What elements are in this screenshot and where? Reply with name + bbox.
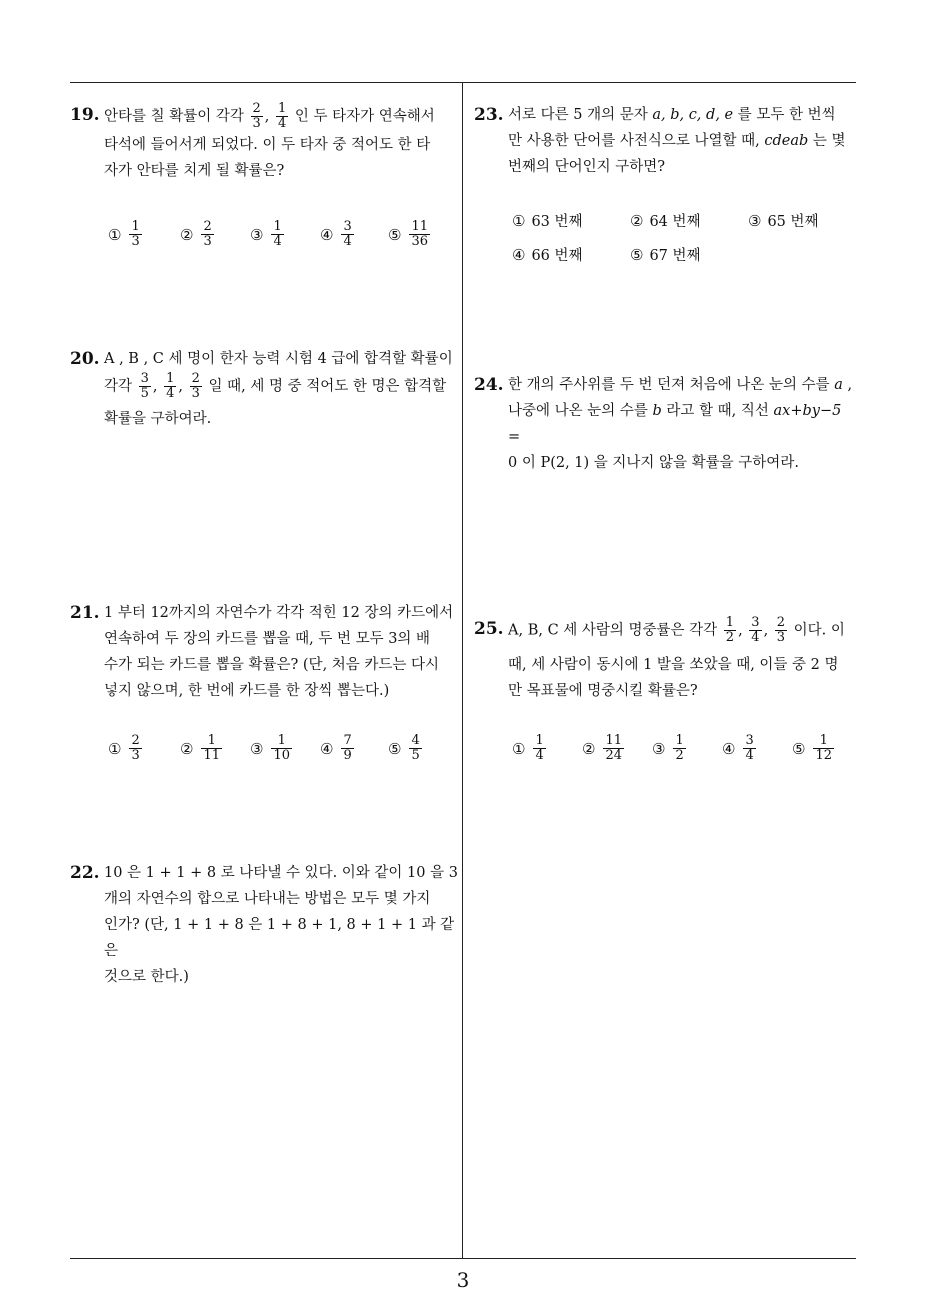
question-text: A , B , C 세 명이 한자 능력 시험 4 급에 합격할 확률이 각각 $\frac{3}{5}$ , $\frac{1}{4}$ , $\frac{2}{3}$ 일 때, 세 명 중 적어도 한 명은 합격할 확률을 구하여라. <box>104 351 453 427</box>
choice-2[interactable]: ② $\frac{2}{3}$ <box>180 219 212 249</box>
choice-2[interactable]: ② 64 번째 <box>630 211 701 230</box>
choice-5[interactable]: ⑤ 67 번째 <box>630 245 701 264</box>
question-number: 19. <box>70 105 100 125</box>
fraction: $\frac{1}{4}$ <box>278 101 287 131</box>
fraction: $\frac{2}{3}$ <box>776 615 786 645</box>
question-text: 10 은 1 + 1 + 8 로 나타낼 수 있다. 이와 같이 10 을 3 개의 자연수의 합으로 나타내는 방법은 모두 몇 가지 인가? (단, 1 + 1 + 8 은 1 + 8 + 1, 8 + 1 + 1 과 같은 것으로 한다.) <box>104 865 458 985</box>
choice-4[interactable]: ④ 66 번째 <box>512 245 583 264</box>
choice-1[interactable]: ① $\frac{1}{4}$ <box>512 733 544 763</box>
question-20 <box>70 346 458 432</box>
choice-1[interactable]: ① 63 번째 <box>512 211 583 230</box>
choice-5[interactable]: ⑤ $\frac{11}{36}$ <box>388 219 428 249</box>
fraction: $\frac{2}{3}$ <box>252 101 261 131</box>
choice-5[interactable]: ⑤ $\frac{4}{5}$ <box>388 733 420 763</box>
question-text: A, B, C 세 사람의 명중률은 각각 $\frac{1}{2}$ , $\frac{3}{4}$ , $\frac{2}{3}$ 이다. 이 때, 세 사람이 동시에 1 발을 쏘았을 때, 이들 중 2 명 만 목표물에 명중시킬 확률은? <box>508 615 845 699</box>
choice-3[interactable]: ③ 65 번째 <box>748 211 819 230</box>
fraction: $\frac{2}{3}$ <box>191 371 200 401</box>
question-number: 21. <box>70 603 100 623</box>
choice-1[interactable]: ① $\frac{2}{3}$ <box>108 733 140 763</box>
fraction: $\frac{1}{4}$ <box>166 371 175 401</box>
question-21 <box>70 600 458 704</box>
question-22 <box>70 860 458 990</box>
fraction: $\frac{1}{2}$ <box>725 615 735 645</box>
top-rule <box>70 82 856 83</box>
choice-5[interactable]: ⑤ $\frac{1}{12}$ <box>792 733 832 763</box>
question-number: 20. <box>70 349 100 369</box>
bottom-rule <box>70 1258 856 1259</box>
choices-23 <box>512 210 852 265</box>
question-text: 안타를 칠 확률이 각각 $\frac{2}{3}$ , $\frac{1}{4}$ 인 두 타자가 연속해서 타석에 들어서게 되었다. 이 두 타자 중 적어도 한 타 자가 안타를 치게 될 확률은? <box>104 101 435 179</box>
question-25 <box>474 614 858 704</box>
choice-4[interactable]: ④ $\frac{3}{4}$ <box>722 733 754 763</box>
column-divider <box>462 82 463 1258</box>
question-text: 한 개의 주사위를 두 번 던져 처음에 나온 눈의 수를 a , 나중에 나온 눈의 수를 b 라고 할 때, 직선 ax+by−5 = 0 이 P(2, 1) 을 지나지 않을 확률을 구하여라. <box>508 377 853 471</box>
choice-1[interactable]: ① $\frac{1}{3}$ <box>108 219 140 249</box>
fraction: $\frac{3}{5}$ <box>140 371 149 401</box>
question-number: 25. <box>474 619 504 639</box>
choice-3[interactable]: ③ $\frac{1}{10}$ <box>250 733 290 763</box>
question-text: 1 부터 12까지의 자연수가 각각 적힌 12 장의 카드에서 연속하여 두 장의 카드를 뽑을 때, 두 번 모두 3의 배 수가 되는 카드를 뽑을 확률은? (단, 처음 카드는 다시 넣지 않으며, 한 번에 카드를 한 장씩 뽑는다.) <box>104 605 454 699</box>
question-number: 22. <box>70 863 100 883</box>
choices-19 <box>108 220 448 249</box>
fraction: $\frac{3}{4}$ <box>751 615 760 645</box>
question-24 <box>474 372 858 476</box>
choice-4[interactable]: ④ $\frac{3}{4}$ <box>320 219 352 249</box>
question-text: 서로 다른 5 개의 문자 a, b, c, d, e 를 모두 한 번씩 만 사용한 단어를 사전식으로 나열할 때, cdeab 는 몇 번째의 단어인지 구하면? <box>508 107 846 175</box>
question-19 <box>70 102 458 184</box>
question-number: 23. <box>474 105 504 125</box>
choice-3[interactable]: ③ $\frac{1}{2}$ <box>652 733 684 763</box>
question-23 <box>474 102 858 180</box>
choices-21 <box>108 734 448 763</box>
question-number: 24. <box>474 375 504 395</box>
choice-3[interactable]: ③ $\frac{1}{4}$ <box>250 219 282 249</box>
choice-2[interactable]: ② $\frac{1}{11}$ <box>180 733 220 763</box>
choices-25 <box>512 734 852 763</box>
choice-2[interactable]: ② $\frac{11}{24}$ <box>582 733 622 763</box>
choice-4[interactable]: ④ $\frac{7}{9}$ <box>320 733 352 763</box>
page-number: 3 <box>456 1268 470 1292</box>
